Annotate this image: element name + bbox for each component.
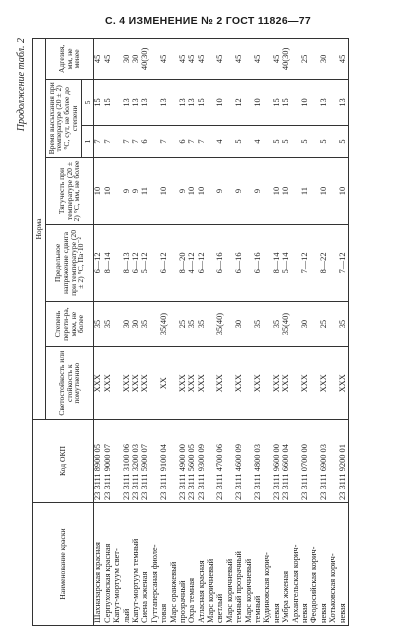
cell-line: 45 bbox=[234, 54, 244, 64]
cell-line: Марс коричневый bbox=[224, 558, 234, 623]
cell-line: 6—16 bbox=[253, 252, 263, 274]
cell-line: 9 bbox=[234, 188, 244, 194]
cell-light bbox=[94, 347, 170, 420]
cell-line: XXX bbox=[102, 374, 112, 393]
cell-line: 5 bbox=[337, 139, 347, 144]
cell-line: 13 bbox=[140, 98, 150, 107]
cell-line: 10 bbox=[253, 98, 263, 107]
continuation-label: Продолжение табл. 2 bbox=[16, 38, 27, 132]
cell-line: Умбра жженая bbox=[281, 571, 291, 623]
cell-line: 9 bbox=[130, 188, 140, 194]
cell-line: 8—14 bbox=[102, 252, 112, 274]
cell-line: 5—14 bbox=[281, 252, 291, 274]
col-header-grind: Степень перети-ра, мкм, не более bbox=[45, 301, 94, 347]
cell-line: 13 bbox=[318, 98, 328, 107]
cell-line: 6—12 bbox=[196, 252, 206, 274]
cell-line: XXX bbox=[177, 374, 187, 393]
cell-line: XXX bbox=[300, 374, 309, 393]
cell-line: XXX bbox=[93, 374, 103, 393]
cell-line: XXX bbox=[253, 374, 263, 393]
cell-line: 6—12 bbox=[130, 252, 140, 274]
cell-line: 35 bbox=[102, 319, 112, 329]
cell-line: 45 bbox=[93, 54, 103, 64]
cell-visc bbox=[245, 225, 349, 302]
cell-line: XXX bbox=[318, 374, 328, 393]
cell-line: 23 3111 5900 07 bbox=[140, 444, 150, 500]
cell-line: 30 bbox=[130, 54, 140, 64]
cell-line: 23 3111 4600 09 bbox=[234, 444, 244, 500]
cell-line: 10 bbox=[281, 186, 291, 196]
cell-line: 13 bbox=[121, 98, 131, 107]
cell-grind bbox=[94, 301, 170, 347]
col-header-dry-1: 1 bbox=[81, 126, 94, 158]
cell-line: XXX bbox=[196, 374, 206, 393]
cell-line: 35(40) bbox=[159, 312, 169, 336]
cell-line: 23 3111 0700 00 bbox=[300, 444, 309, 500]
cell-line: 40(30) bbox=[281, 47, 291, 71]
cell-adh bbox=[245, 39, 349, 80]
cell-line: 6—16 bbox=[234, 252, 244, 274]
table-row bbox=[170, 39, 245, 626]
cell-line: 4—12 bbox=[187, 252, 197, 274]
cell-line: 35 bbox=[337, 319, 347, 329]
cell-line: невая bbox=[271, 603, 281, 623]
cell-line: 30 bbox=[121, 54, 131, 64]
cell-line: 35 bbox=[140, 319, 150, 329]
cell-line: 13 bbox=[159, 98, 169, 107]
cell-line: 23 3111 3200 03 bbox=[130, 444, 140, 500]
table-row bbox=[94, 39, 170, 626]
cell-line: 8—20 bbox=[177, 252, 187, 274]
cell-line: 11 bbox=[300, 187, 309, 196]
cell-name bbox=[245, 503, 349, 626]
cell-code bbox=[245, 420, 349, 503]
cell-line: 30 bbox=[130, 319, 140, 329]
cell-tack bbox=[170, 157, 245, 224]
cell-line: невая bbox=[318, 603, 328, 623]
col-header-adh: Адгезия, мм, не менее bbox=[45, 39, 94, 80]
rotated-content bbox=[10, 32, 390, 632]
cell-light bbox=[170, 347, 245, 420]
cell-line: 23 3111 4800 03 bbox=[253, 444, 263, 500]
cell-line: 10 bbox=[196, 186, 206, 196]
cell-line: 8—14 bbox=[271, 252, 281, 274]
cell-line: 5 bbox=[271, 139, 281, 144]
col-header-name: Наименование краски bbox=[33, 503, 94, 626]
cell-line: 9 bbox=[121, 188, 131, 194]
cell-line: товая bbox=[159, 603, 169, 623]
cell-tack bbox=[245, 157, 349, 224]
cell-line: 23 3111 9100 04 bbox=[159, 444, 169, 500]
cell-line: темный прозрачный bbox=[234, 551, 244, 623]
cell-line: 25 bbox=[318, 319, 328, 329]
cell-line: Хотьковская корич- bbox=[328, 553, 338, 623]
cell-line: 10 bbox=[102, 186, 112, 196]
cell-d5 bbox=[245, 79, 349, 125]
cell-line: 45 bbox=[102, 54, 112, 64]
cell-line: 35 bbox=[253, 319, 263, 329]
col-header-tack: Тягучесть при температуре (20 ± 2) °С, мм, не более bbox=[45, 157, 94, 224]
cell-line: 25 bbox=[300, 54, 309, 64]
cell-line: XXX bbox=[130, 374, 140, 393]
cell-line: 8—13 bbox=[121, 252, 131, 274]
cell-line: лый bbox=[121, 608, 131, 623]
cell-line: 15 bbox=[196, 98, 206, 107]
cell-line: 35 bbox=[271, 319, 281, 329]
cell-line: 7 bbox=[102, 139, 112, 144]
col-header-code: Код ОКП bbox=[33, 420, 94, 503]
cell-line: 23 3111 9000 07 bbox=[102, 444, 112, 500]
cell-visc bbox=[94, 225, 170, 302]
cell-line: 30 bbox=[234, 319, 244, 329]
cell-line: Архангельская корич- bbox=[290, 544, 300, 623]
cell-line: XXX bbox=[187, 374, 197, 393]
cell-line: 7—12 bbox=[337, 252, 347, 274]
cell-line: 45 bbox=[215, 54, 225, 64]
cell-d1 bbox=[170, 126, 245, 158]
cell-line: 6—12 bbox=[93, 252, 103, 274]
cell-line: 23 3111 5600 05 bbox=[187, 444, 197, 500]
cell-line: 8—22 bbox=[318, 252, 328, 274]
cell-line: XXX bbox=[281, 374, 291, 393]
cell-line: 9 bbox=[215, 188, 225, 194]
cell-line: 6—16 bbox=[215, 252, 225, 274]
col-header-dry-5: 5 bbox=[81, 79, 94, 125]
cell-d5 bbox=[170, 79, 245, 125]
cell-line: 7 bbox=[93, 139, 103, 144]
cell-line: невая bbox=[337, 603, 347, 623]
cell-line: 13 bbox=[337, 98, 347, 107]
cell-line: 11 bbox=[140, 187, 150, 196]
cell-line: Атласная красная bbox=[196, 560, 206, 623]
col-header-light: Светостойкость или стойкость к помутнению bbox=[45, 347, 94, 420]
cell-line: 23 3111 3100 06 bbox=[121, 444, 131, 500]
cell-line: 6 bbox=[177, 139, 187, 144]
norms-table bbox=[32, 38, 349, 626]
cell-line: 45 bbox=[159, 54, 169, 64]
col-header-dry: Время высыхания при температуре (20 ± 2) °С, сут, не более до степени bbox=[45, 79, 81, 157]
cell-line: 5 bbox=[234, 139, 244, 144]
cell-line: 45 bbox=[187, 54, 197, 64]
cell-line: 23 3111 9300 09 bbox=[196, 444, 206, 500]
cell-line: XXX bbox=[337, 374, 347, 393]
cell-line: прозрачный bbox=[177, 580, 187, 623]
cell-grind bbox=[245, 301, 349, 347]
cell-line: 25 bbox=[177, 319, 187, 329]
cell-line: 15 bbox=[271, 98, 281, 107]
col-header-norma: Норма bbox=[33, 39, 46, 420]
cell-line: 35 bbox=[196, 319, 206, 329]
cell-line: 35 bbox=[93, 319, 103, 329]
cell-line: 23 3111 8900 05 bbox=[93, 444, 103, 500]
cell-line: 7—12 bbox=[300, 252, 309, 274]
cell-line: 40(30) bbox=[140, 47, 150, 71]
cell-line: 5 bbox=[300, 139, 309, 144]
cell-line: 23 3111 4700 06 bbox=[215, 444, 225, 500]
cell-line: невая bbox=[300, 603, 309, 623]
cell-line: 15 bbox=[281, 98, 291, 107]
cell-line: светлый bbox=[215, 593, 225, 623]
cell-line: 13 bbox=[177, 98, 187, 107]
cell-line: Охра темная bbox=[187, 578, 197, 623]
cell-line: 35 bbox=[187, 319, 197, 329]
cell-line: 10 bbox=[337, 186, 347, 196]
cell-line: 10 bbox=[318, 186, 328, 196]
cell-line: 12 bbox=[234, 98, 244, 107]
cell-line: 23 3111 6900 03 bbox=[318, 444, 328, 500]
cell-line: 10 bbox=[93, 186, 103, 196]
cell-line: 7 bbox=[130, 139, 140, 144]
cell-line: XX bbox=[159, 377, 169, 390]
cell-line: 9 bbox=[177, 188, 187, 194]
cell-line: темный bbox=[253, 595, 263, 623]
cell-visc bbox=[170, 225, 245, 302]
cell-adh bbox=[170, 39, 245, 80]
cell-line: 10 bbox=[271, 186, 281, 196]
cell-tack bbox=[94, 157, 170, 224]
cell-line: 10 bbox=[187, 186, 197, 196]
cell-line: 15 bbox=[93, 98, 103, 107]
cell-line: 35(40) bbox=[281, 312, 291, 336]
cell-line: XXX bbox=[271, 374, 281, 393]
table-row bbox=[245, 39, 349, 626]
cell-line: 4 bbox=[215, 139, 225, 144]
cell-line: 30 bbox=[121, 319, 131, 329]
cell-line: Сиена жженая bbox=[140, 571, 150, 623]
cell-line: Марс коричневый bbox=[243, 558, 253, 623]
cell-line: 10 bbox=[300, 98, 309, 107]
cell-line: 35(40) bbox=[215, 312, 225, 336]
cell-line: 7 bbox=[187, 139, 197, 144]
cell-line: 6—12 bbox=[159, 252, 169, 274]
cell-line: 5—12 bbox=[140, 252, 150, 274]
cell-line: 4 bbox=[253, 139, 263, 144]
cell-name bbox=[94, 503, 170, 626]
cell-line: Шахназарская красная bbox=[93, 542, 103, 623]
cell-line: 23 3111 6600 04 bbox=[281, 444, 291, 500]
cell-line: 23 3111 9600 00 bbox=[271, 444, 281, 500]
cell-code bbox=[94, 420, 170, 503]
cell-line: 13 bbox=[187, 98, 197, 107]
cell-line: 45 bbox=[253, 54, 263, 64]
cell-line: 9 bbox=[253, 188, 263, 194]
cell-grind bbox=[170, 301, 245, 347]
table-body bbox=[94, 39, 349, 626]
cell-line: Марс коричневый bbox=[206, 558, 216, 623]
cell-line: Капут-мортуум свет- bbox=[112, 548, 122, 623]
cell-line: 23 3111 4900 00 bbox=[177, 444, 187, 500]
cell-line: 45 bbox=[196, 54, 206, 64]
cell-line: Феодосийская корич- bbox=[309, 546, 319, 623]
cell-line: 10 bbox=[215, 98, 225, 107]
page-header: С. 4 ИЗМЕНЕНИЕ № 2 ГОСТ 11826—77 bbox=[104, 15, 312, 27]
cell-adh bbox=[94, 39, 170, 80]
cell-line: 15 bbox=[102, 98, 112, 107]
cell-line: 13 bbox=[130, 98, 140, 107]
cell-line: 45 bbox=[271, 54, 281, 64]
cell-light bbox=[245, 347, 349, 420]
cell-line: 30 bbox=[318, 54, 328, 64]
cell-line: 45 bbox=[177, 54, 187, 64]
cell-line: 30 bbox=[300, 319, 309, 329]
cell-line: 10 bbox=[159, 186, 169, 196]
cell-line: Гуттаперсаная фиоле- bbox=[149, 544, 159, 623]
cell-line: 23 3111 9200 01 bbox=[337, 444, 347, 500]
cell-line: Капут-мортуум темный bbox=[130, 538, 140, 623]
rotated-page bbox=[10, 32, 390, 632]
cell-line: 45 bbox=[337, 54, 347, 64]
cell-line: XXX bbox=[234, 374, 244, 393]
cell-line: XXX bbox=[215, 374, 225, 393]
cell-line: 7 bbox=[121, 139, 131, 144]
cell-d1 bbox=[245, 126, 349, 158]
cell-name bbox=[170, 503, 245, 626]
cell-line: 5 bbox=[318, 139, 328, 144]
cell-line: 7 bbox=[196, 139, 206, 144]
cell-d5 bbox=[94, 79, 170, 125]
cell-line: Марс оранжевый bbox=[168, 561, 178, 623]
cell-line: Кудиновская корич- bbox=[262, 552, 272, 623]
cell-line: XXX bbox=[140, 374, 150, 393]
cell-line: 7 bbox=[159, 139, 169, 144]
cell-code bbox=[170, 420, 245, 503]
cell-d1 bbox=[94, 126, 170, 158]
cell-line: 6 bbox=[140, 139, 150, 144]
cell-line: Серпуховская красная bbox=[102, 543, 112, 623]
cell-line: XXX bbox=[121, 374, 131, 393]
col-header-visc: Предельное напряжение сдвига при температуре (20 ± 2) °С, Па·10⁻² bbox=[45, 225, 94, 302]
cell-line: 5 bbox=[281, 139, 291, 144]
